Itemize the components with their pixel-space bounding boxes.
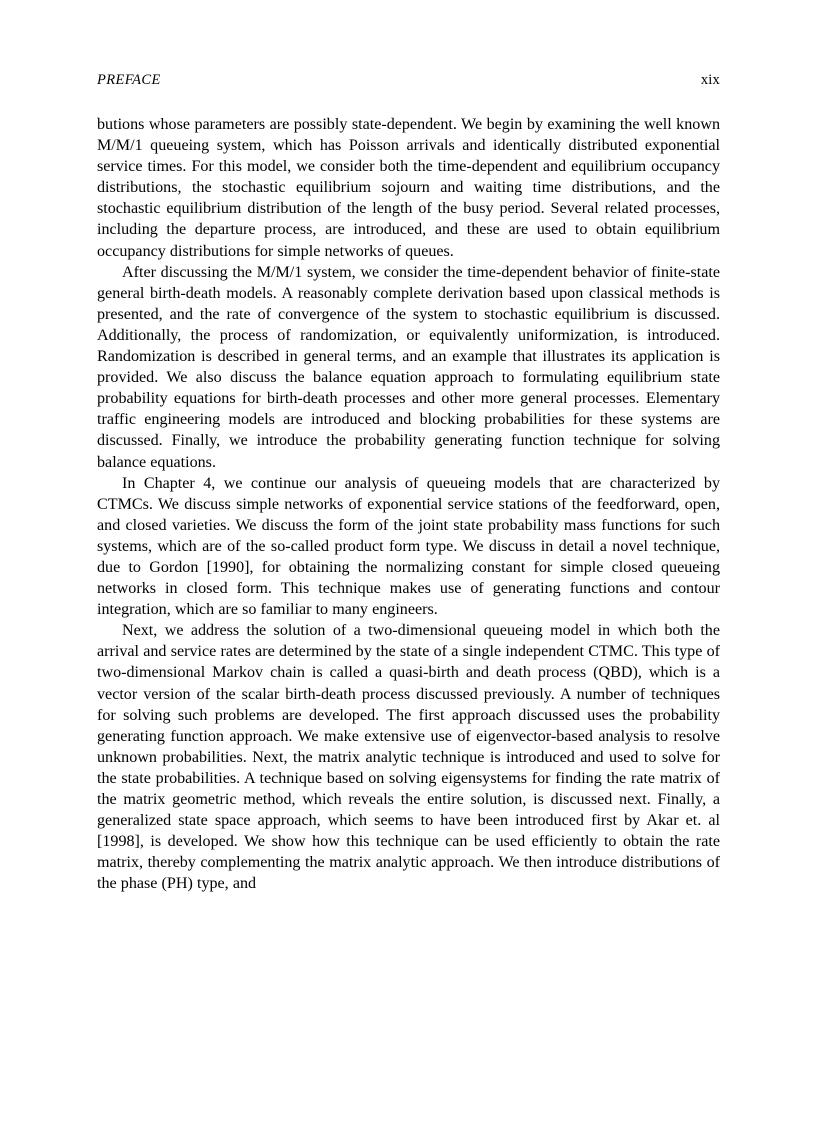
paragraph-2: After discussing the M/M/1 system, we consider the time-dependent behavior of finite-state general birth-death models. A reasonably complete derivation based upon classical methods is presented, and the rate of convergence of the system to stochastic equilibrium is discussed. Additionally, the process of randomization, or equivalently uniformization, is introduced. Randomization is described in general terms, and an example that illustrates its application is provided. We also discuss the balance equation approach to formulating equilibrium state probability equations for birth-death processes and other more general processes. Elementary traffic engineering models are introduced and blocking probabilities for these systems are discussed. Finally, we introduce the probability generating function technique for solving balance equations.: [97, 263, 720, 471]
body-text: [97, 114, 720, 894]
running-head-title: PREFACE: [97, 72, 161, 88]
paragraph-1: butions whose parameters are possibly state-dependent. We begin by examining the well known M/M/1 queueing system, which has Poisson arrivals and identically distributed exponential service times. For this model, we consider both the time-dependent and equilibrium occupancy distributions, the stochastic equilibrium sojourn and waiting time distributions, and the stochastic equilibrium distribution of the length of the busy period. Several related processes, including the departure process, are introduced, and these are used to obtain equilibrium occupancy distributions for simple networks of queues.: [97, 116, 720, 260]
page-number: xix: [700, 72, 720, 88]
paragraph-3: In Chapter 4, we continue our analysis of queueing models that are characterized by CTMCs. We discuss simple networks of exponential service stations of the feedforward, open, and closed varieties. We discuss the form of the joint state probability mass functions for such systems, which are of the so-called product form type. We discuss in detail a novel technique, due to Gordon [1990], for obtaining the normalizing constant for simple closed queueing networks in closed form. This technique makes use of generating functions and contour integration, which are so familiar to many engineers.: [97, 474, 720, 619]
page-content: [97, 72, 720, 894]
running-head: [97, 72, 720, 92]
paragraph-4: Next, we address the solution of a two-dimensional queueing model in which both the arrival and service rates are determined by the state of a single independent CTMC. This type of two-dimensional Markov chain is called a quasi-birth and death process (QBD), which is a vector version of the scalar birth-death process discussed previously. A number of techniques for solving such problems are developed. The first approach discussed uses the probability generating function approach. We make extensive use of eigenvector-based analysis to resolve unknown probabilities. Next, the matrix analytic technique is introduced and used to solve for the state probabilities. A technique based on solving eigensystems for finding the rate matrix of the matrix geometric method, which reveals the entire solution, is discussed next. Finally, a generalized state space approach, which seems to have been introduced first by Akar et. al [1998], is developed. We show how this technique can be used efficiently to obtain the rate matrix, thereby complementing the matrix analytic approach. We then introduce distributions of the phase (PH) type, and: [97, 622, 720, 893]
